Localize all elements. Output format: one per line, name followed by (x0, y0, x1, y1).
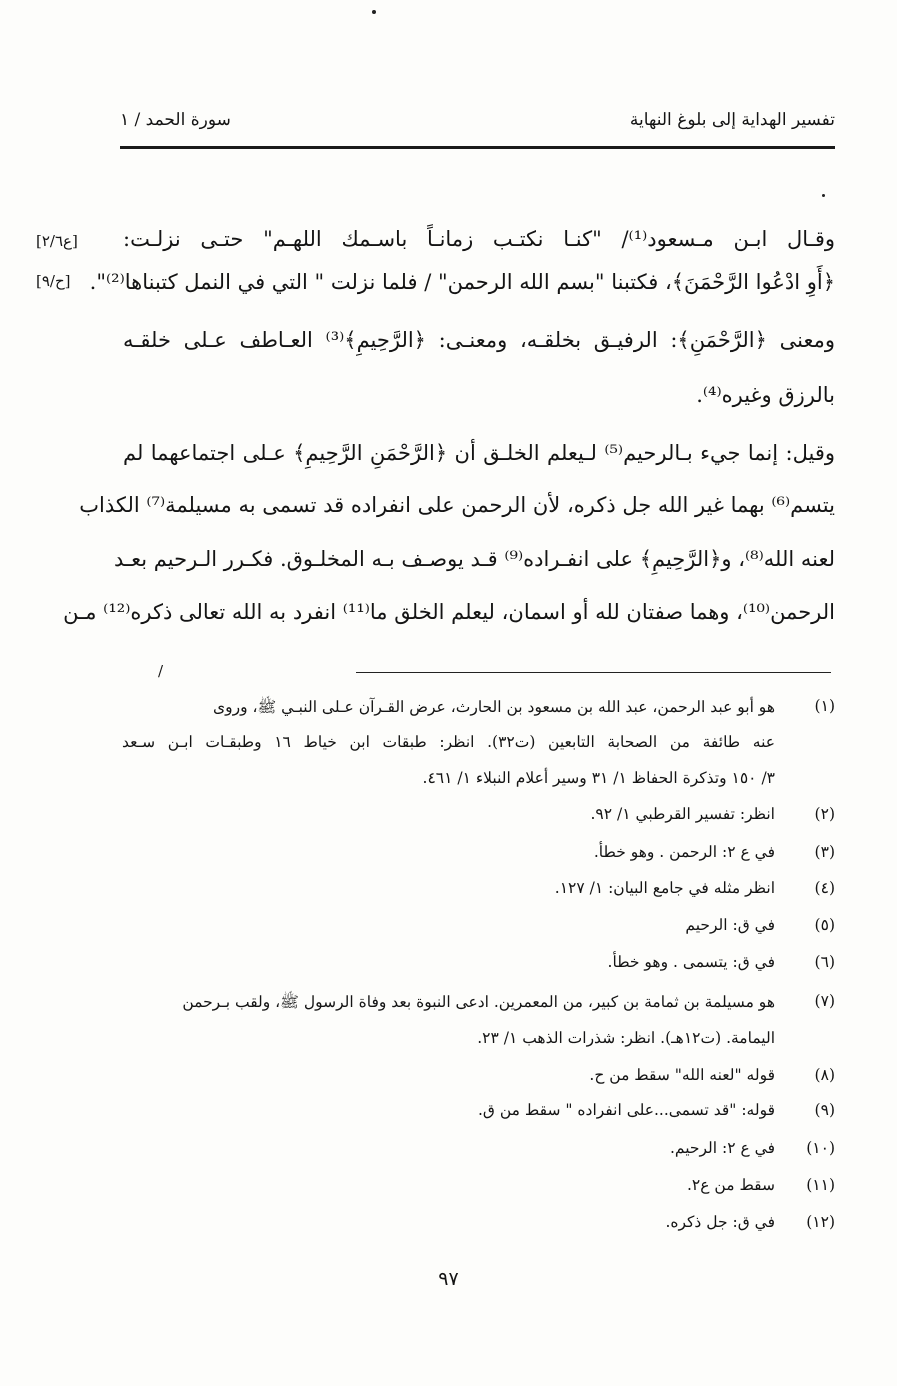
body-line: وقـال ابـن مـسعود⁽¹⁾/ "كنـا نكتـب زمانـاً باسـمك اللهـم" حتـى نزلـت: (123, 227, 835, 251)
header-rule (120, 146, 835, 149)
footnote (608, 953, 835, 971)
footnote (594, 843, 835, 861)
footnote-number: (٥) (814, 916, 835, 934)
footnote-text: عنه طائفة من الصحابة التابعين (ت٣٢). انظر: طبقات ابن خياط ١٦ وطبقـات ابـن سـعد (122, 733, 776, 751)
footnote (182, 992, 835, 1015)
body-line: وقيل: إنما جيء بـالرحيم⁽⁵⁾ لـيعلم الخلـق أن ﴿الرَّحْمَنِ الرَّحِيمِ﴾ عـلى اجتماعهما لم (123, 441, 835, 465)
footnote-number: (٨) (814, 1066, 835, 1084)
body-line: ﴿أَوِ ادْعُوا الرَّحْمَنَ﴾، فكتبنا "بسم الله الرحمن" / فلما نزلت " التي في النمل كتبناها⁽²⁾". (89, 270, 835, 294)
footnote (670, 1139, 835, 1157)
footnote (589, 1066, 835, 1084)
body-line: لعنه الله⁽⁸⁾، و﴿الرَّحِيمِ﴾ على انفـراده⁽⁹⁾ قـد يوصـف بـه المخلـوق. فكـرر الـرحيم بعـد (113, 547, 835, 571)
footnote (555, 879, 835, 897)
footnote-text: اليمامة. (ت١٢هـ). انظر: شذرات الذهب ١/ ٢٣. (477, 1029, 775, 1047)
footnote (665, 1213, 835, 1231)
footnote-text: سقط من ع٢. (686, 1176, 775, 1194)
footnote-text: هو مسيلمة بن ثمامة بن كبير، من المعمرين. ادعى النبوة بعد وفاة الرسول ﷺ، ولقب بـرحمن (182, 993, 775, 1011)
footnote-number: (١٢) (806, 1213, 835, 1231)
footnote-text: في ع ٢: الرحمن . وهو خطأ. (593, 843, 775, 861)
slash-mark: / (158, 662, 164, 680)
scan-dot (372, 10, 376, 14)
footnote (478, 1101, 835, 1119)
body-line: بالرزق وغيره⁽⁴⁾. (696, 383, 835, 407)
footnote-number: (١١) (806, 1176, 835, 1194)
footnote-number: (١) (814, 697, 835, 715)
footnote-number: (١٠) (806, 1139, 835, 1157)
footnote-number: (٣) (814, 843, 835, 861)
page-number: ٩٧ (438, 1268, 459, 1290)
body-line: الرحمن⁽¹⁰⁾، وهما صفتان لله أو اسمان، ليعلم الخلق ما⁽¹¹⁾ انفرد به الله تعالى ذكره⁽¹²⁾ مـن (63, 600, 835, 624)
footnote-text: ٣/ ١٥٠ وتذكرة الحفاظ ١/ ٣١ وسير أعلام النبلاء ١/ ٤٦١. (422, 769, 775, 787)
footnote (590, 805, 835, 823)
footnote-text: في ق: يتسمى . وهو خطأ. (607, 953, 775, 971)
footnote (687, 1176, 835, 1194)
footnote-text: انظر: تفسير القرطبي ١/ ٩٢. (590, 805, 775, 823)
footnote-text: قوله: "قد تسمى...على انفراده " سقط من ق. (477, 1101, 775, 1119)
body-line: يتسم⁽⁶⁾ بهما غير الله جل ذكره، لأن الرحمن على انفراده قد تسمى به مسيلمة⁽⁷⁾ الكذاب (79, 493, 835, 517)
margin-note-manuscript-ref: [ع٢/٦] (36, 232, 78, 250)
footnote-number: (٦) (814, 953, 835, 971)
footnote-text: في ق: جل ذكره. (665, 1213, 775, 1231)
footnote-number: (٧) (814, 992, 835, 1010)
footnote-number: (٤) (814, 879, 835, 897)
body-line: ومعنى ﴿الرَّحْمَنِ﴾: الرفيـق بخلقـه، ومعنـى: ﴿الرَّحِيمِ﴾⁽³⁾ العـاطف عـلى خلقـه (123, 328, 835, 352)
footnote-text: في ق: الرحيم (685, 916, 775, 934)
scan-dot (822, 194, 825, 197)
footnote-number: (٢) (814, 805, 835, 823)
footnote (685, 916, 835, 934)
footnote-text: قوله "لعنه الله" سقط من ح. (589, 1066, 775, 1084)
running-header-title: تفسير الهداية إلى بلوغ النهاية (629, 110, 835, 130)
footnote-text: في ع ٢: الرحيم. (670, 1139, 775, 1157)
running-header-surah: سورة الحمد / ١ (120, 110, 231, 130)
footnote-text: هو أبو عبد الرحمن، عبد الله بن مسعود بن الحارث، عرض القـرآن عـلى النبـي ﷺ، وروى (212, 698, 775, 716)
footnote-text: انظر مثله في جامع البيان: ١/ ١٢٧. (554, 879, 775, 897)
footnote-rule (356, 672, 831, 673)
footnote-number: (٩) (814, 1101, 835, 1119)
footnote (213, 697, 835, 720)
margin-note-manuscript-ref: [ح/٩] (36, 272, 71, 290)
